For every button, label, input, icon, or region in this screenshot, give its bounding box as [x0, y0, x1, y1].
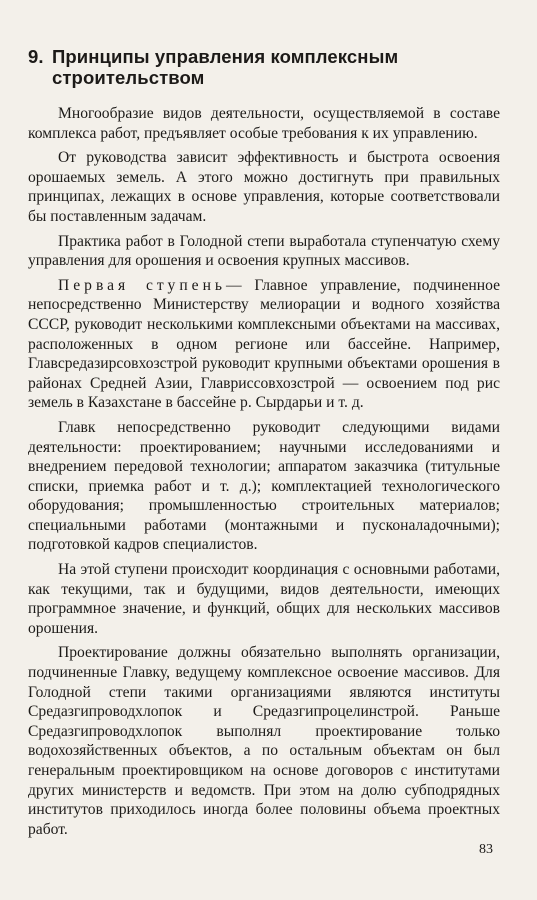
paragraph-3: Практика работ в Голодной степи выработала ступенчатую схему управления для орошения и освоения крупных массивов. — [28, 232, 500, 270]
paragraph-5: Главк непосредственно руководит следующими видами деятельности: проектированием; научными исследованиями и внедрением передовой технологии; аппаратом заказчика (титульные списки, приемка работ и т. д.); комплектацией технологического оборудования; промышленностью строительных материалов; специальными работами (монтажными и пусконаладочными); подготовкой кадров специалистов. — [28, 418, 500, 554]
first-stage-term: Первая ступень — [58, 276, 227, 294]
paragraph-2: От руководства зависит эффективность и быстрота освоения орошаемых земель. А этого можно достигнуть при правильных принципах, лежащих в основе управления, которые соответствовали бы поставленным задачам. — [28, 149, 500, 225]
section-heading — [28, 46, 500, 88]
paragraph-7: Проектирование должны обязательно выполнять организации, подчиненные Главку, ведущему комплексное освоение массивов. Для Голодной степи такими организациями являются институты Средазгипроводхлопок и Средазгипроцелинстрой. Раньше Средазгипроводхлопок выполнял проектирование только водохозяйственных объектов, а по остальным объектам он был генеральным проектировщиком на основе договоров с институтами других министерств и ведомств. При этом на долю субподрядных институтов приходилось иногда более половины объема проектных работ. — [28, 644, 500, 838]
paragraph-first-stage — [28, 276, 500, 413]
page-number: 83 — [479, 842, 493, 857]
paragraph-6: На этой ступени происходит координация с основными работами, как текущими, так и будущими, видов деятельности, имеющих программное значение, и функций, общих для нескольких массивов орошения. — [28, 561, 500, 637]
page-body — [28, 46, 500, 844]
section-title: Принципы управления комплексным строительством — [52, 46, 399, 88]
paragraph-1: Многообразие видов деятельности, осуществляемой в составе комплекса работ, предъявляет особые требования к их управлению. — [28, 105, 500, 142]
first-stage-text: — Главное управление, подчиненное непосредственно Министерству мелиорации и водного хозяйства СССР, руководит несколькими комплексными объектами на массивах, расположенных в одном регионе или бассейне. Например, Главсредазирсовхозстрой руководит крупными объектами орошения в районах Средней Азии, Главриссовхозстрой — освоением под рис земель в Казахстане в бассейне р. Сырдарьи и т. д. — [28, 276, 500, 412]
section-number: 9. — [28, 46, 44, 67]
